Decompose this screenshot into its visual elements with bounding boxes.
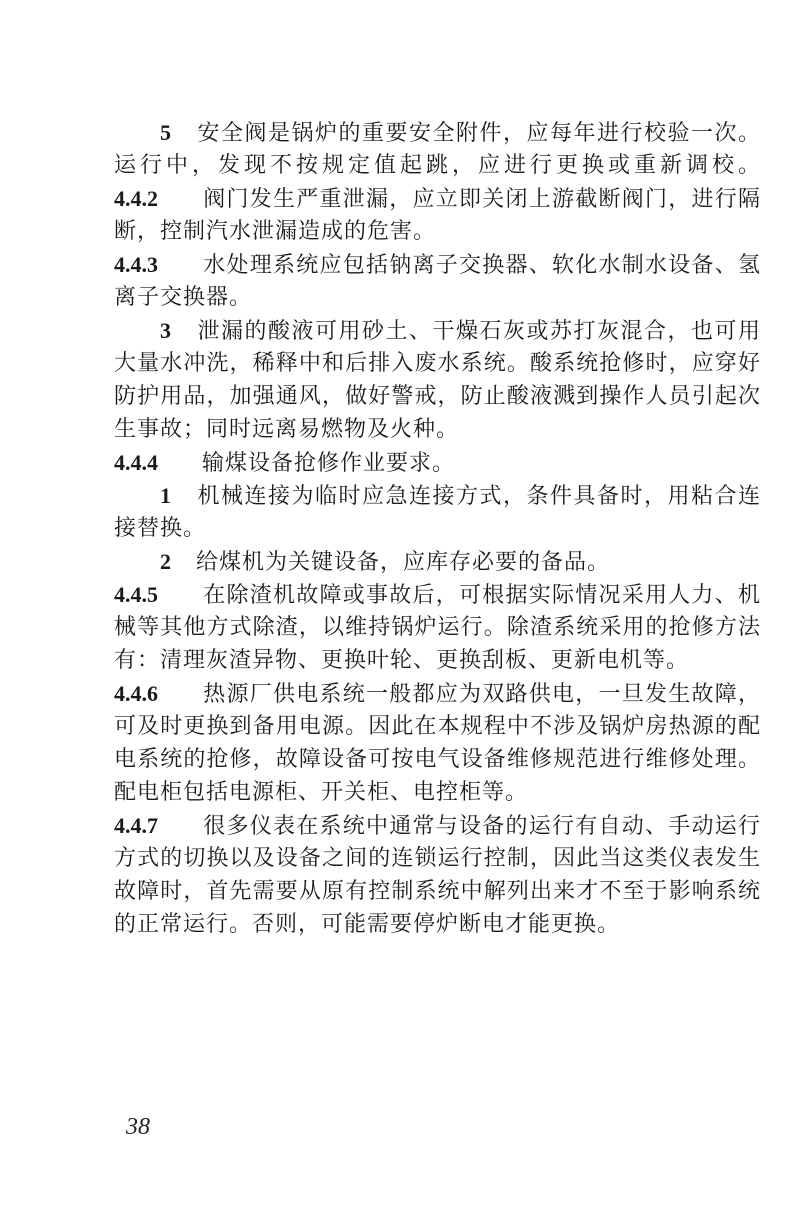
section-number: 4.4.5 (114, 582, 158, 607)
line-text: 的正常运行。否则，可能需要停炉断电才能更换。 (114, 912, 621, 937)
line-text: 配电柜包括电源柜、开关柜、电控柜等。 (114, 780, 529, 805)
text-line (114, 347, 760, 380)
section-number: 4.4.3 (114, 252, 158, 277)
line-text: 在除渣机故障或事故后，可根据实际情况采用人力、机 (202, 583, 760, 608)
section-number: 4.4.7 (114, 813, 158, 838)
text-line (114, 479, 760, 512)
text-line (114, 248, 760, 281)
line-text: 水处理系统应包括钠离子交换器、软化水制水设备、氢 (202, 253, 760, 278)
text-line (114, 611, 760, 644)
line-text: 方式的切换以及设备之间的连锁运行控制，因此当这类仪表发生 (114, 846, 760, 871)
text-line (114, 149, 760, 182)
text-line (114, 413, 760, 446)
text-line (114, 743, 760, 776)
section-number: 4.4.2 (114, 186, 158, 211)
section-number: 4.4.6 (114, 681, 158, 706)
text-line (114, 710, 760, 743)
text-line (114, 512, 760, 545)
text-line (114, 677, 760, 710)
text-line (114, 842, 760, 875)
item-number: 3 (160, 318, 171, 343)
text-line (114, 314, 760, 347)
text-line (114, 776, 760, 809)
text-line (114, 281, 760, 314)
line-text: 离子交换器。 (114, 285, 253, 310)
text-line (114, 380, 760, 413)
line-text: 运行中，发现不按规定值起跳，应进行更换或重新调校。 (114, 153, 760, 178)
line-text: 安全阀是锅炉的重要安全附件，应每年进行校验一次。 (196, 121, 760, 146)
body-text (114, 116, 760, 941)
text-line (114, 644, 760, 677)
line-text: 械等其他方式除渣，以维持锅炉运行。除渣系统采用的抢修方法 (114, 615, 760, 640)
text-line (114, 809, 760, 842)
line-text: 故障时，首先需要从原有控制系统中解列出来才不至于影响系统 (114, 879, 760, 904)
text-line (114, 875, 760, 908)
line-text: 防护用品，加强通风，做好警戒，防止酸液溅到操作人员引起次 (114, 384, 760, 409)
line-text: 输煤设备抢修作业要求。 (202, 451, 456, 476)
text-line (114, 578, 760, 611)
page-number: 38 (126, 1114, 150, 1140)
line-text: 断，控制汽水泄漏造成的危害。 (114, 219, 437, 244)
text-line (114, 116, 760, 149)
line-text: 机械连接为临时应急连接方式，条件具备时，用粘合连 (196, 484, 760, 509)
item-number: 5 (160, 120, 171, 145)
section-number: 4.4.4 (114, 450, 158, 475)
line-text: 热源厂供电系统一般都应为双路供电，一旦发生故障， (202, 682, 760, 707)
line-text: 可及时更换到备用电源。因此在本规程中不涉及锅炉房热源的配 (114, 714, 760, 739)
line-text: 有：清理灰渣异物、更换叶轮、更换刮板、更新电机等。 (114, 648, 690, 673)
text-line (114, 182, 760, 215)
text-line (114, 908, 760, 941)
line-text: 电系统的抢修，故障设备可按电气设备维修规范进行维修处理。 (114, 747, 760, 772)
item-number: 1 (160, 483, 171, 508)
text-line (114, 446, 760, 479)
line-text: 给煤机为关键设备，应库存必要的备品。 (196, 550, 611, 575)
text-line (114, 215, 760, 248)
line-text: 泄漏的酸液可用砂土、干燥石灰或苏打灰混合，也可用 (196, 319, 760, 344)
line-text: 阀门发生严重泄漏，应立即关闭上游截断阀门，进行隔 (202, 187, 760, 212)
line-text: 很多仪表在系统中通常与设备的运行有自动、手动运行 (202, 814, 760, 839)
text-line (114, 545, 760, 578)
line-text: 接替换。 (114, 516, 207, 541)
line-text: 生事故；同时远离易燃物及火种。 (114, 417, 460, 442)
line-text: 大量水冲洗，稀释中和后排入废水系统。酸系统抢修时，应穿好 (114, 351, 760, 376)
item-number: 2 (160, 549, 171, 574)
